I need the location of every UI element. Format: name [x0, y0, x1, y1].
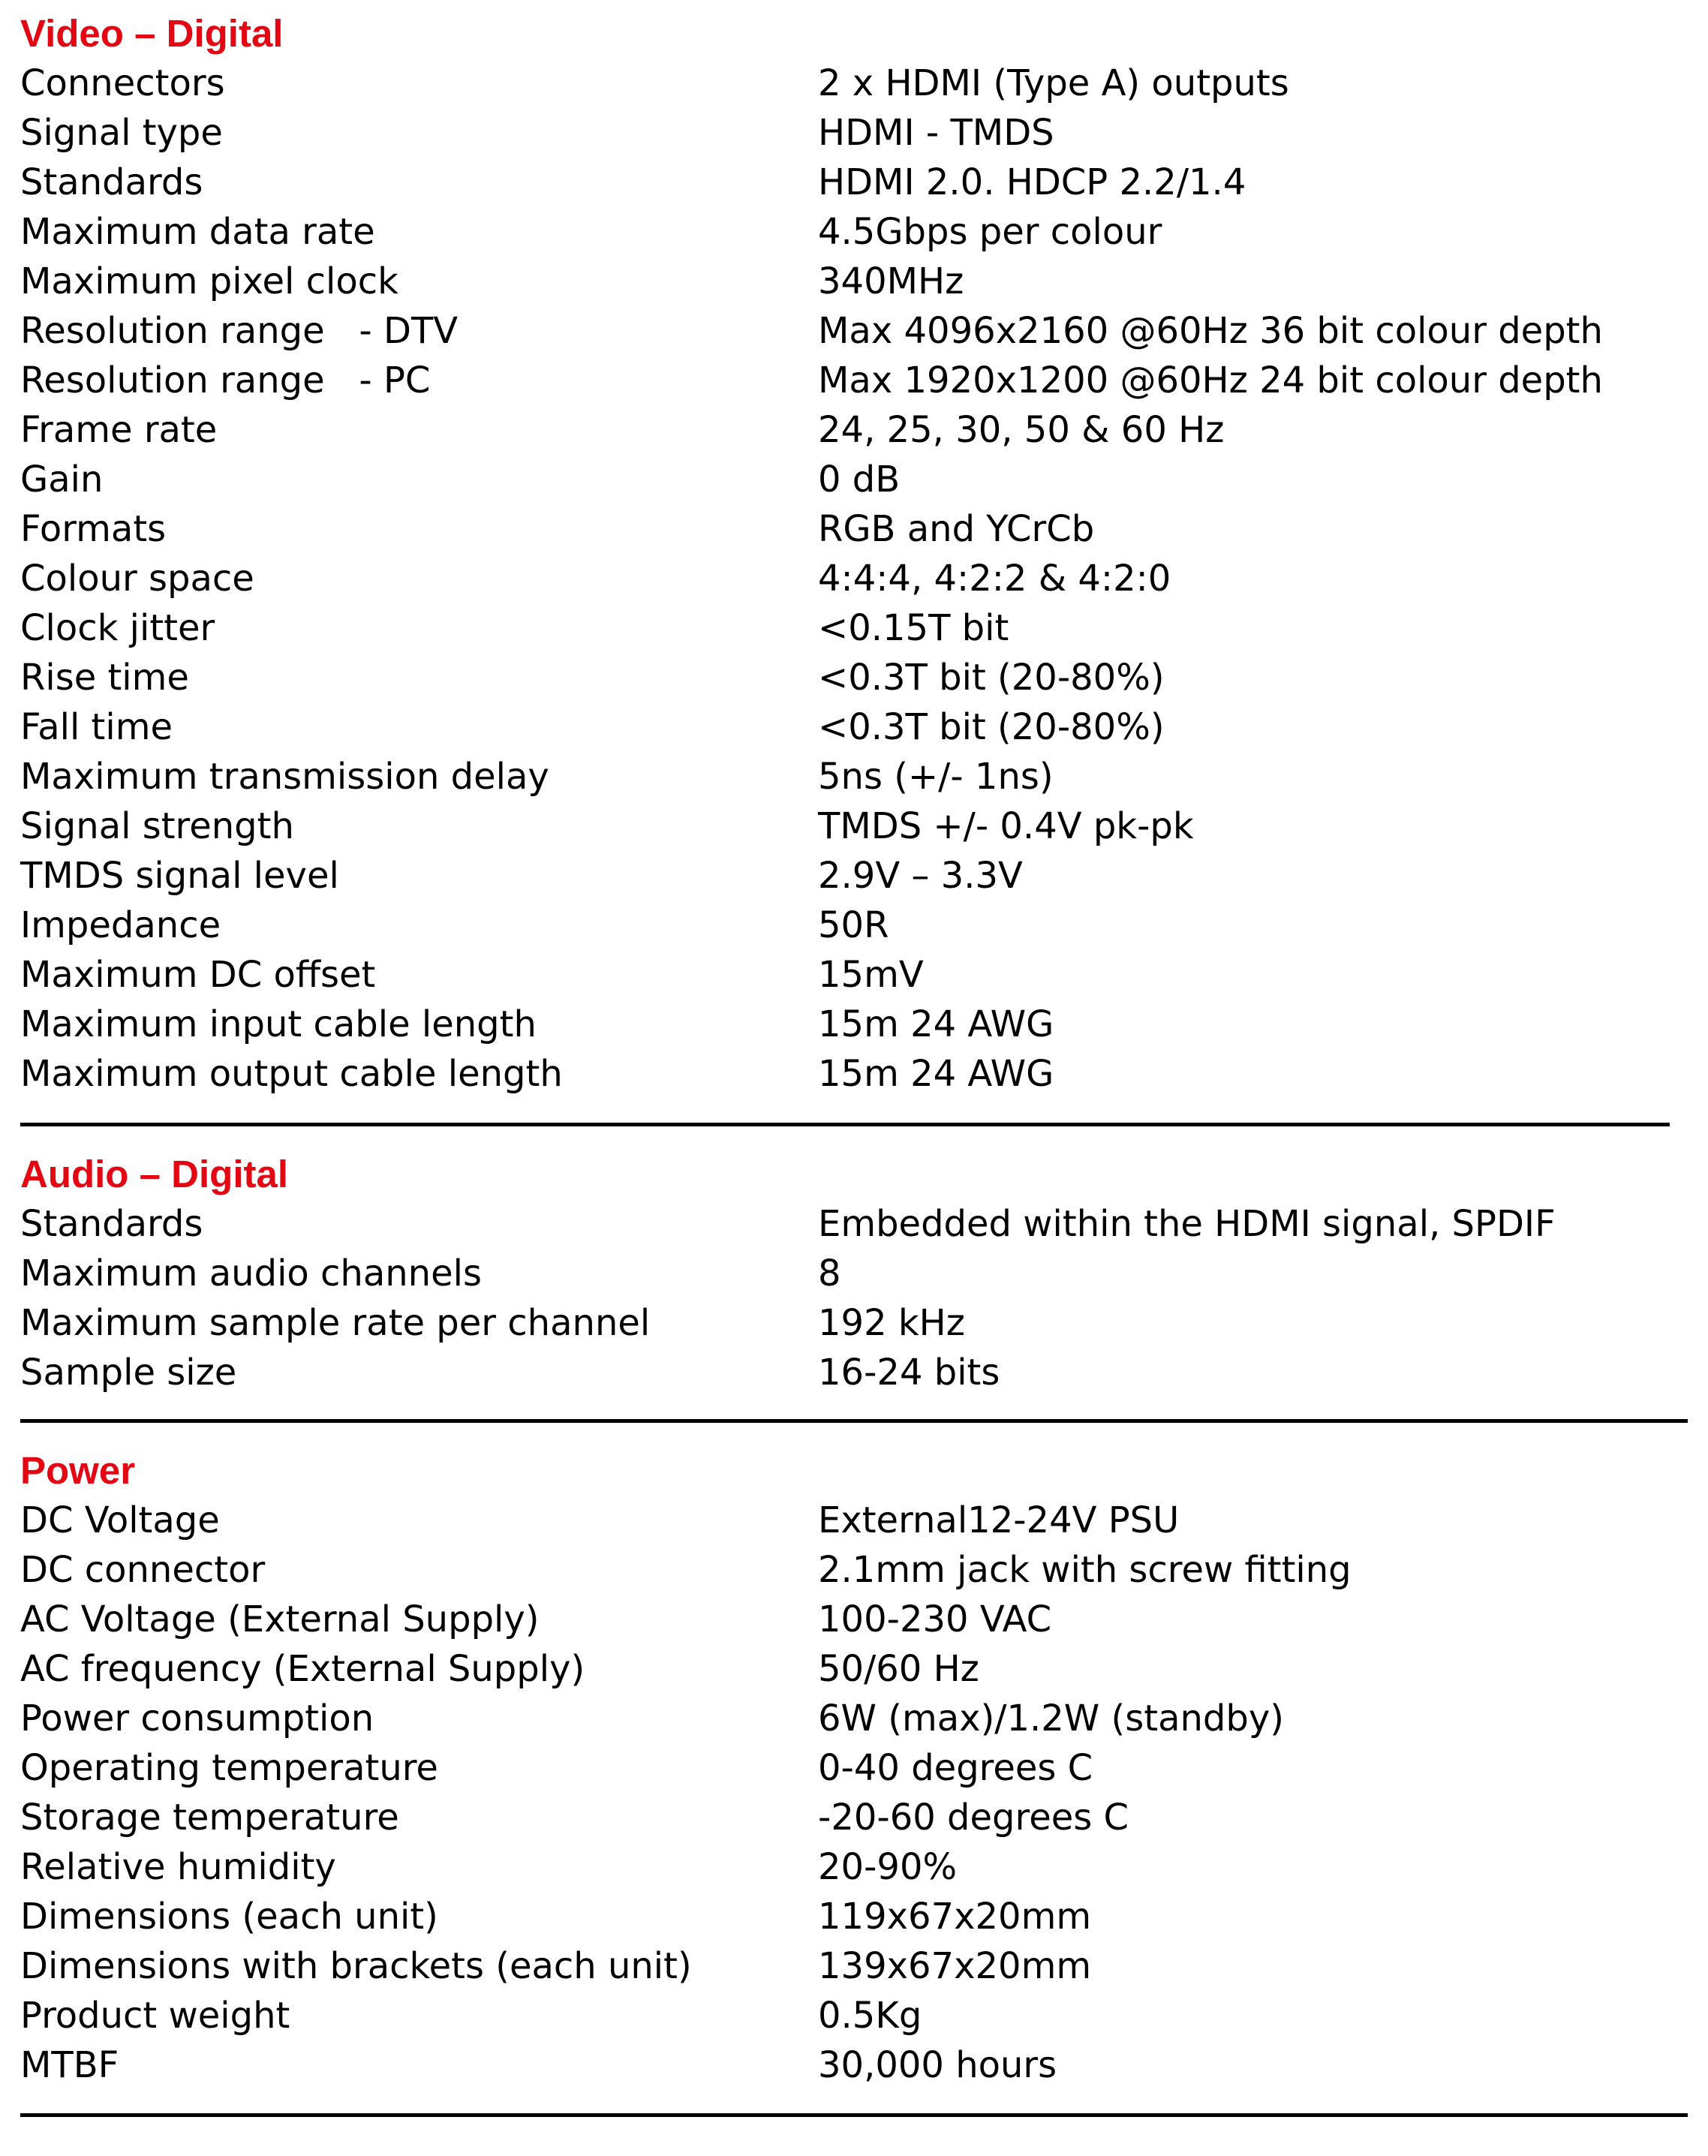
- spec-label: AC Voltage (External Supply): [20, 1598, 540, 1640]
- spec-row-audio-standards: [0, 1199, 1708, 1249]
- spec-row-impedance: [0, 901, 1708, 950]
- spec-row-maximum-sample-rate: [0, 1298, 1708, 1348]
- spec-label: Product weight: [20, 1995, 290, 2037]
- spec-row-power-consumption: [0, 1694, 1708, 1743]
- spec-label: Dimensions (each unit): [20, 1896, 438, 1938]
- spec-value: 4:4:4, 4:2:2 & 4:2:0: [818, 558, 1171, 600]
- section-title-video-digital: Video – Digital: [20, 12, 284, 55]
- spec-value: 0 dB: [818, 459, 901, 501]
- spec-label: Maximum DC offset: [20, 954, 376, 996]
- spec-row-maximum-input-cable-length: [0, 1000, 1708, 1049]
- section-divider: [20, 2113, 1688, 2117]
- spec-value: Max 1920x1200 @60Hz 24 bit colour depth: [818, 359, 1603, 401]
- spec-row-signal-type: [0, 108, 1708, 158]
- spec-value: 15mV: [818, 954, 924, 996]
- spec-value: 0-40 degrees C: [818, 1747, 1093, 1789]
- spec-label: Maximum output cable length: [20, 1053, 563, 1095]
- spec-value: Embedded within the HDMI signal, SPDIF: [818, 1203, 1556, 1245]
- spec-row-mtbf: [0, 2040, 1708, 2090]
- spec-label: Maximum audio channels: [20, 1252, 482, 1295]
- spec-label: Maximum sample rate per channel: [20, 1302, 651, 1344]
- spec-label: Signal type: [20, 112, 223, 154]
- spec-row-maximum-audio-channels: [0, 1249, 1708, 1298]
- spec-row-dc-connector: [0, 1545, 1708, 1595]
- spec-value: 50R: [818, 904, 889, 946]
- spec-label: Signal strength: [20, 805, 294, 847]
- spec-label: Sample size: [20, 1352, 237, 1394]
- spec-value: 119x67x20mm: [818, 1896, 1092, 1938]
- spec-value: 5ns (+/- 1ns): [818, 756, 1054, 798]
- spec-label: Impedance: [20, 904, 221, 946]
- spec-row-tmds-signal-level: [0, 851, 1708, 901]
- spec-label: Resolution range - DTV: [20, 310, 459, 352]
- spec-value: 15m 24 AWG: [818, 1053, 1054, 1095]
- spec-value: <0.3T bit (20-80%): [818, 657, 1165, 699]
- spec-value: HDMI - TMDS: [818, 112, 1054, 154]
- spec-label: Maximum pixel clock: [20, 260, 398, 302]
- spec-row-storage-temperature: [0, 1793, 1708, 1842]
- spec-label: Standards: [20, 1203, 203, 1245]
- spec-label: TMDS signal level: [20, 855, 339, 897]
- spec-label: Connectors: [20, 62, 225, 104]
- spec-row-relative-humidity: [0, 1842, 1708, 1892]
- spec-value: 50/60 Hz: [818, 1648, 979, 1690]
- spec-label: Operating temperature: [20, 1747, 438, 1789]
- spec-row-maximum-pixel-clock: [0, 257, 1708, 306]
- spec-value: RGB and YCrCb: [818, 508, 1095, 550]
- section-divider: [20, 1419, 1688, 1423]
- spec-label: Colour space: [20, 558, 254, 600]
- spec-label: Storage temperature: [20, 1797, 399, 1839]
- spec-row-gain: [0, 455, 1708, 504]
- spec-value: 192 kHz: [818, 1302, 965, 1344]
- spec-value: 0.5Kg: [818, 1995, 922, 2037]
- spec-row-standards: [0, 158, 1708, 207]
- spec-value: 340MHz: [818, 260, 964, 302]
- spec-label: Gain: [20, 459, 104, 501]
- spec-value: 2.1mm jack with screw fitting: [818, 1549, 1352, 1591]
- spec-value: 2.9V – 3.3V: [818, 855, 1023, 897]
- spec-value: 30,000 hours: [818, 2044, 1057, 2086]
- spec-row-ac-frequency: [0, 1644, 1708, 1694]
- spec-value: <0.15T bit: [818, 607, 1009, 649]
- spec-label: Clock jitter: [20, 607, 215, 649]
- spec-value: 20-90%: [818, 1846, 958, 1888]
- spec-value: <0.3T bit (20-80%): [818, 706, 1165, 748]
- spec-value: 8: [818, 1252, 841, 1295]
- spec-row-rise-time: [0, 653, 1708, 702]
- spec-label: AC frequency (External Supply): [20, 1648, 585, 1690]
- spec-row-dimensions: [0, 1892, 1708, 1941]
- spec-row-connectors: [0, 59, 1708, 108]
- spec-row-clock-jitter: [0, 603, 1708, 653]
- spec-label: DC connector: [20, 1549, 266, 1591]
- spec-row-sample-size: [0, 1348, 1708, 1397]
- spec-row-product-weight: [0, 1991, 1708, 2040]
- spec-label: MTBF: [20, 2044, 119, 2086]
- spec-label: Frame rate: [20, 409, 218, 451]
- spec-row-maximum-dc-offset: [0, 950, 1708, 1000]
- spec-value: 16-24 bits: [818, 1352, 1000, 1394]
- spec-label: Rise time: [20, 657, 189, 699]
- spec-label: Maximum data rate: [20, 211, 375, 253]
- spec-label: Relative humidity: [20, 1846, 336, 1888]
- spec-label: Maximum input cable length: [20, 1003, 537, 1045]
- section-title-audio-digital: Audio – Digital: [20, 1153, 288, 1195]
- spec-row-fall-time: [0, 702, 1708, 752]
- spec-row-dc-voltage: [0, 1496, 1708, 1545]
- spec-value: Max 4096x2160 @60Hz 36 bit colour depth: [818, 310, 1603, 352]
- spec-label: Standards: [20, 161, 203, 203]
- spec-label: Maximum transmission delay: [20, 756, 549, 798]
- spec-row-dimensions-with-brackets: [0, 1941, 1708, 1991]
- spec-value: 24, 25, 30, 50 & 60 Hz: [818, 409, 1225, 451]
- spec-label: Dimensions with brackets (each unit): [20, 1945, 692, 1987]
- spec-value: 6W (max)/1.2W (standby): [818, 1697, 1284, 1740]
- spec-row-frame-rate: [0, 405, 1708, 455]
- spec-value: 139x67x20mm: [818, 1945, 1092, 1987]
- spec-row-colour-space: [0, 554, 1708, 603]
- spec-row-ac-voltage: [0, 1595, 1708, 1644]
- spec-value: TMDS +/- 0.4V pk-pk: [818, 805, 1194, 847]
- spec-value: 100-230 VAC: [818, 1598, 1052, 1640]
- section-title-power: Power: [20, 1449, 136, 1492]
- spec-row-formats: [0, 504, 1708, 554]
- spec-label: DC Voltage: [20, 1499, 220, 1541]
- spec-row-resolution-range-dtv: [0, 306, 1708, 356]
- spec-label: Formats: [20, 508, 167, 550]
- spec-row-maximum-transmission-delay: [0, 752, 1708, 801]
- spec-label: Fall time: [20, 706, 173, 748]
- spec-row-maximum-output-cable-length: [0, 1049, 1708, 1099]
- spec-value: 4.5Gbps per colour: [818, 211, 1162, 253]
- spec-value: HDMI 2.0. HDCP 2.2/1.4: [818, 161, 1246, 203]
- spec-row-signal-strength: [0, 801, 1708, 851]
- spec-value: 15m 24 AWG: [818, 1003, 1054, 1045]
- spec-value: External12-24V PSU: [818, 1499, 1180, 1541]
- section-divider: [20, 1123, 1670, 1126]
- spec-row-resolution-range-pc: [0, 356, 1708, 405]
- spec-label: Resolution range - PC: [20, 359, 431, 401]
- spec-value: 2 x HDMI (Type A) outputs: [818, 62, 1289, 104]
- spec-label: Power consumption: [20, 1697, 374, 1740]
- spec-row-maximum-data-rate: [0, 207, 1708, 257]
- spec-value: -20-60 degrees C: [818, 1797, 1129, 1839]
- spec-row-operating-temperature: [0, 1743, 1708, 1793]
